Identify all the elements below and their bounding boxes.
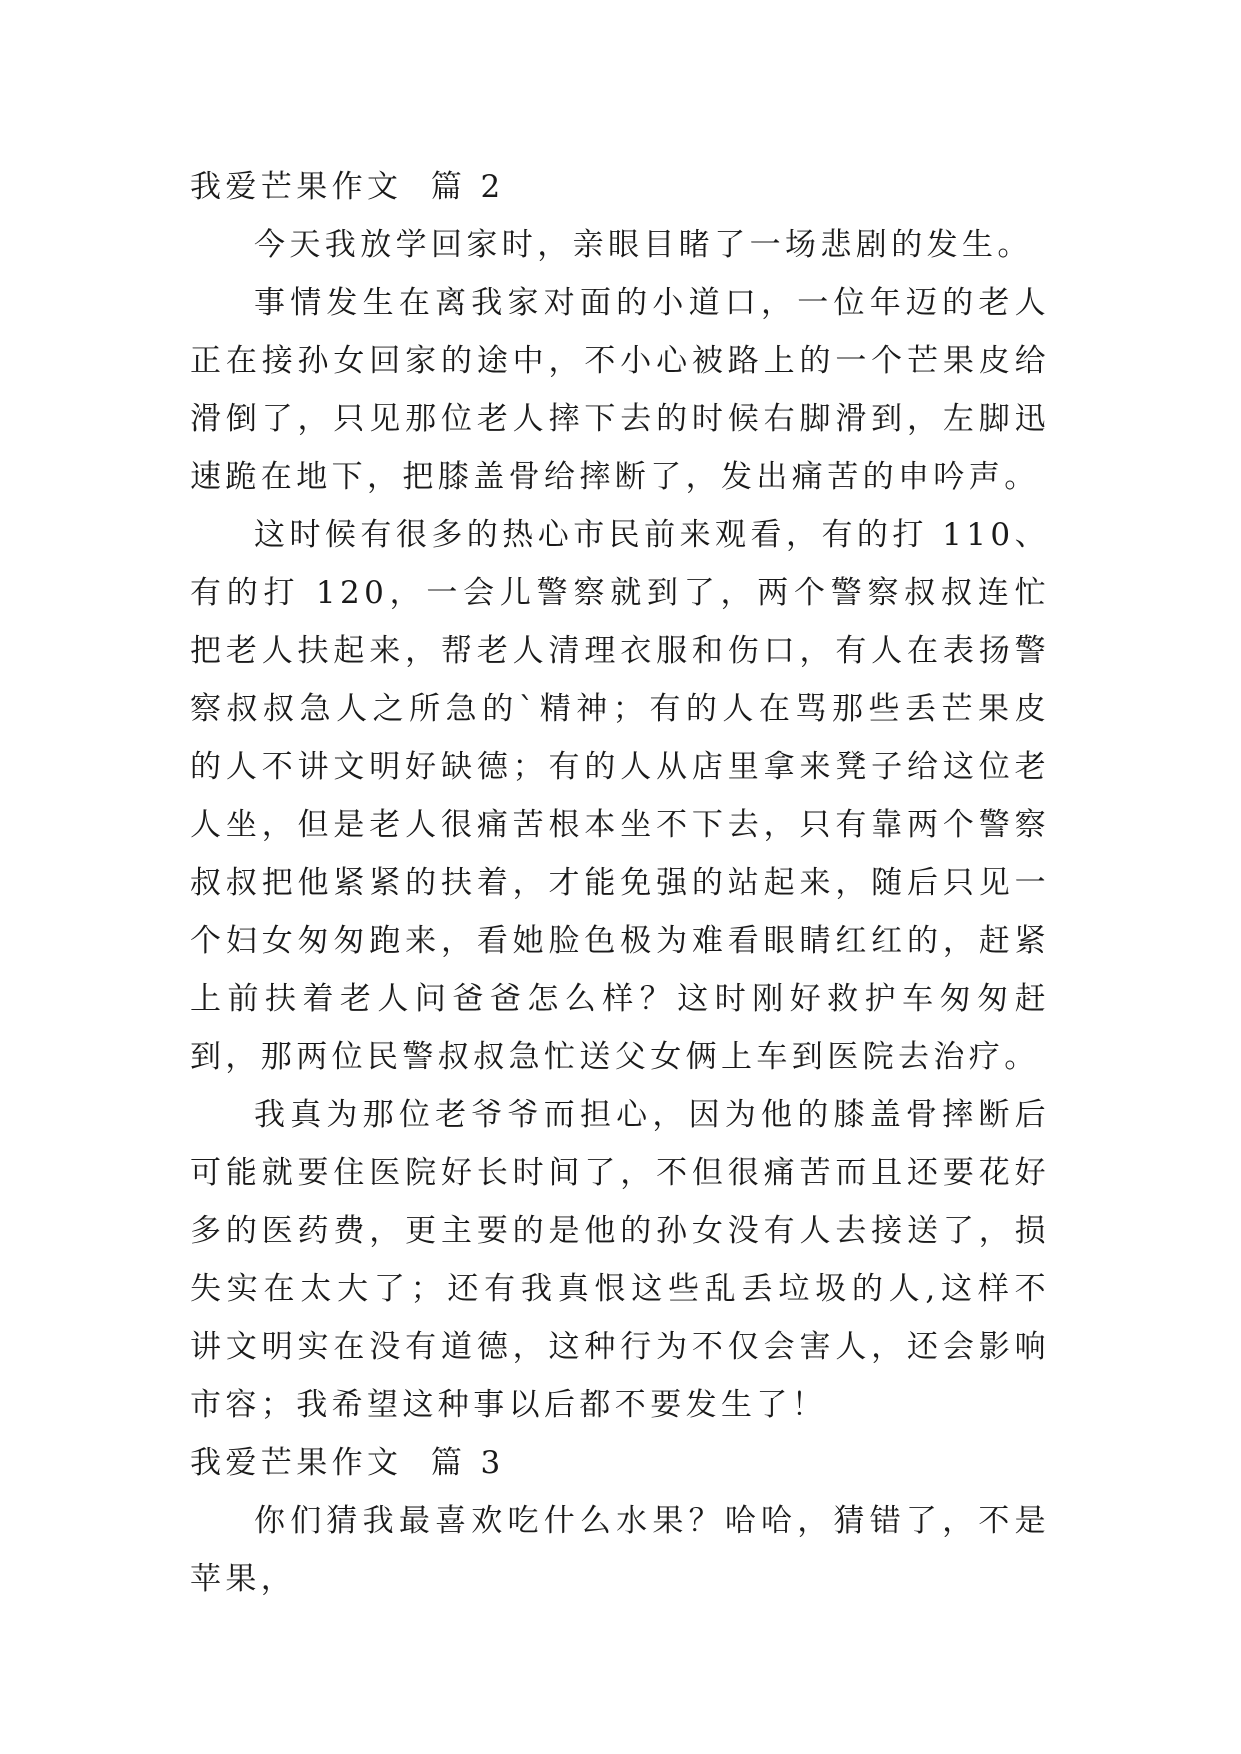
paragraph: 我真为那位老爷爷而担心，因为他的膝盖骨摔断后可能就要住医院好长时间了，不但很痛苦而且还要花好多的医药费，更主要的是他的孙女没有人去接送了，损失实在太大了；还有我真恨这些乱丢垃圾的人,这样不讲文明实在没有道德，这种行为不仅会害人，还会影响市容；我希望这种事以后都不要发生了！: [190, 1097, 1050, 1423]
paragraph: 这时候有很多的热心市民前来观看，有的打 110、有的打 120，一会儿警察就到了，两个警察叔叔连忙把老人扶起来，帮老人清理衣服和伤口，有人在表扬警察叔叔急人之所急的`精神；有的人在骂那些丢芒果皮的人不讲文明好缺德；有的人从店里拿来凳子给这位老人坐，但是老人很痛苦根本坐不下去，只有靠两个警察叔叔把他紧紧的扶着，才能免强的站起来，随后只见一个妇女匆匆跑来，看她脸色极为难看眼睛红红的，赶紧上前扶着老人问爸爸怎么样？这时刚好救护车匆匆赶到，那两位民警叔叔急忙送父女俩上车到医院去治疗。: [190, 517, 1050, 1075]
essay-heading-2: 我爱芒果作文 篇 2: [190, 169, 505, 205]
paragraph: 今天我放学回家时，亲眼目睹了一场悲剧的发生。: [254, 227, 1033, 263]
paragraph: 你们猜我最喜欢吃什么水果？哈哈，猜错了，不是苹果，: [190, 1503, 1050, 1597]
essay-heading-3: 我爱芒果作文 篇 3: [190, 1445, 505, 1481]
document-body: [190, 158, 1050, 1608]
paragraph: 事情发生在离我家对面的小道口，一位年迈的老人正在接孙女回家的途中，不小心被路上的一个芒果皮给滑倒了，只见那位老人摔下去的时候右脚滑到，左脚迅速跪在地下，把膝盖骨给摔断了，发出痛苦的申吟声。: [190, 285, 1050, 495]
